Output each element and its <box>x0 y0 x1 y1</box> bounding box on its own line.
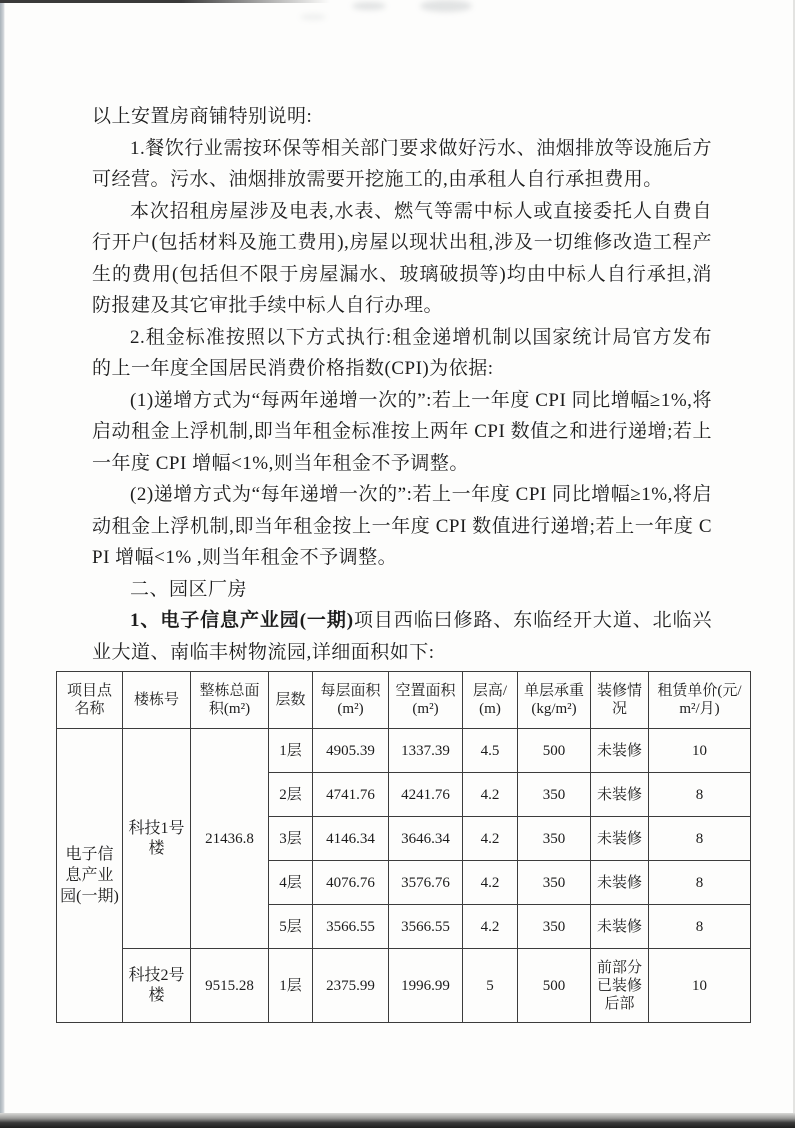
floor-area-cell: 4905.39 <box>313 729 389 773</box>
floor-cell: 1层 <box>269 949 313 1023</box>
facility-area-table <box>56 671 751 1023</box>
floor-height-cell: 4.2 <box>463 905 518 949</box>
decoration-cell: 未装修 <box>591 773 649 817</box>
floor-cell: 5层 <box>269 905 313 949</box>
paragraph: 1.餐饮行业需按环保等相关部门要求做好污水、油烟排放等设施后方可经营。污水、油烟排放需要开挖施工的,由承租人自行承担费用。 <box>92 137 712 190</box>
vacant-area-cell: 3646.34 <box>389 817 463 861</box>
vacant-area-cell: 1337.39 <box>389 729 463 773</box>
column-header: 项目点名称 <box>57 672 123 729</box>
scan-bottom-edge <box>0 1113 795 1128</box>
column-header: 每层面积(m²) <box>313 672 389 729</box>
building-name-cell: 科技1号楼 <box>123 729 191 949</box>
column-header: 装修情况 <box>591 672 649 729</box>
scan-top-edge <box>0 0 330 3</box>
paragraph-lead: 1、电子信息产业园(一期) <box>130 610 354 631</box>
floor-height-cell: 4.2 <box>463 817 518 861</box>
scan-smudge <box>300 14 326 20</box>
rent-price-cell: 8 <box>649 773 751 817</box>
column-header: 单层承重(kg/m²) <box>518 672 591 729</box>
load-capacity-cell: 350 <box>518 861 591 905</box>
load-capacity-cell: 350 <box>518 817 591 861</box>
decoration-cell: 未装修 <box>591 729 649 773</box>
rent-price-cell: 8 <box>649 861 751 905</box>
table-row <box>57 949 751 1023</box>
decoration-cell: 前部分已装修后部 <box>591 949 649 1023</box>
rent-price-cell: 8 <box>649 817 751 861</box>
total-area-cell: 21436.8 <box>191 729 269 949</box>
floor-cell: 3层 <box>269 817 313 861</box>
paragraph: 本次招租房屋涉及电表,水表、燃气等需中标人或直接委托人自费自行开户(包括材料及施工费用),房屋以现状出租,涉及一切维修改造工程产生的费用(包括但不限于房屋漏水、玻璃破损等)均由中标人自行承担,消防报建及其它审批手续中标人自行办理。 <box>92 200 712 316</box>
column-header: 整栋总面积(m²) <box>191 672 269 729</box>
table-row <box>57 729 751 773</box>
decoration-cell: 未装修 <box>591 817 649 861</box>
paragraph: (1)递增方式为“每两年递增一次的”:若上一年度 CPI 同比增幅≥1%,将启动租金上浮机制,即当年租金标准按上两年 CPI 数值之和进行递增;若上一年度 CPI 增幅<1%,则当年租金不予调整。 <box>92 389 712 474</box>
floor-area-cell: 4146.34 <box>313 817 389 861</box>
rent-price-cell: 8 <box>649 905 751 949</box>
decoration-cell: 未装修 <box>591 861 649 905</box>
column-header: 楼栋号 <box>123 672 191 729</box>
load-capacity-cell: 350 <box>518 905 591 949</box>
rent-price-cell: 10 <box>649 949 751 1023</box>
floor-cell: 4层 <box>269 861 313 905</box>
paragraph: (2)递增方式为“每年递增一次的”:若上一年度 CPI 同比增幅≥1%,将启动租金上浮机制,即当年租金按上一年度 CPI 数值进行递增;若上一年度 CPI 增幅<1% ,则当年租金不予调整。 <box>92 484 712 568</box>
paragraph: 2.租金标准按照以下方式执行:租金递增机制以国家统计局官方发布的上一年度全国居民消费价格指数(CPI)为依据: <box>92 326 712 379</box>
load-capacity-cell: 500 <box>518 949 591 1023</box>
paragraph: 二、园区厂房 <box>130 578 248 600</box>
project-name-cell: 电子信息产业园(一期) <box>57 729 123 1023</box>
column-header: 层数 <box>269 672 313 729</box>
paragraph: 以上安置房商铺特别说明: <box>92 106 313 127</box>
column-header: 层高/(m) <box>463 672 518 729</box>
rent-price-cell: 10 <box>649 729 751 773</box>
floor-cell: 1层 <box>269 729 313 773</box>
vacant-area-cell: 3576.76 <box>389 861 463 905</box>
scan-smudge <box>420 0 472 12</box>
vacant-area-cell: 4241.76 <box>389 773 463 817</box>
vacant-area-cell: 3566.55 <box>389 905 463 949</box>
floor-area-cell: 3566.55 <box>313 905 389 949</box>
floor-height-cell: 4.5 <box>463 729 518 773</box>
decoration-cell: 未装修 <box>591 905 649 949</box>
floor-height-cell: 4.2 <box>463 773 518 817</box>
floor-area-cell: 4741.76 <box>313 773 389 817</box>
building-name-cell: 科技2号楼 <box>123 949 191 1023</box>
floor-height-cell: 5 <box>463 949 518 1023</box>
column-header: 空置面积(m²) <box>389 672 463 729</box>
scan-left-edge <box>0 0 5 1128</box>
floor-height-cell: 4.2 <box>463 861 518 905</box>
scan-smudge <box>352 2 386 10</box>
column-header: 租赁单价(元/m²/月) <box>649 672 751 729</box>
paragraph: 1、电子信息产业园(一期)项目西临曰修路、东临经开大道、北临兴业大道、南临丰树物流园,详细面积如下: <box>92 610 712 663</box>
total-area-cell: 9515.28 <box>191 949 269 1023</box>
floor-area-cell: 2375.99 <box>313 949 389 1023</box>
floor-area-cell: 4076.76 <box>313 861 389 905</box>
load-capacity-cell: 500 <box>518 729 591 773</box>
floor-cell: 2层 <box>269 773 313 817</box>
document-text-block <box>92 101 712 668</box>
load-capacity-cell: 350 <box>518 773 591 817</box>
vacant-area-cell: 1996.99 <box>389 949 463 1023</box>
